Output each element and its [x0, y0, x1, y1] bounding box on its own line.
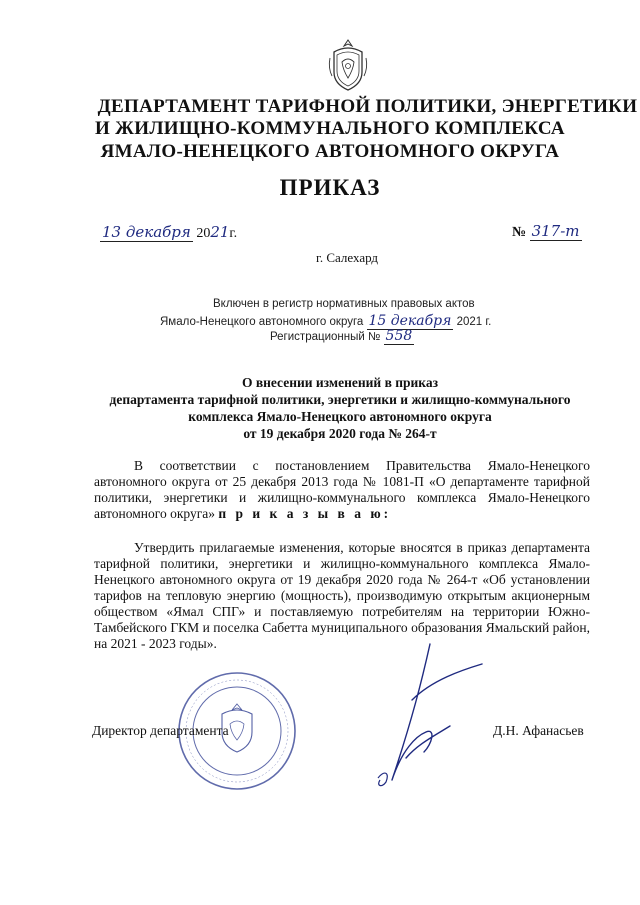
- registry-line3: [270, 328, 640, 345]
- order-number: [512, 222, 582, 241]
- registry-line1: Включен в регистр нормативных правовых актов: [213, 298, 475, 310]
- signatory-position: Директор департамента: [92, 723, 229, 738]
- department-name-line3: ЯМАЛО-НЕНЕЦКОГО АВТОНОМНОГО ОКРУГА: [100, 141, 560, 162]
- subject-line4: от 19 декабря 2020 года № 264-т: [243, 426, 437, 441]
- order-date: [100, 223, 237, 242]
- registry-number-label: Регистрационный №: [270, 331, 381, 343]
- year-handwritten: 21: [210, 223, 230, 241]
- number-handwritten: 317-т: [531, 222, 580, 240]
- handwritten-signature: [372, 640, 492, 790]
- department-name-line1: ДЕПАРТАМЕНТ ТАРИФНОЙ ПОЛИТИКИ, ЭНЕРГЕТИКИ: [97, 96, 638, 117]
- date-handwritten: 13 декабря: [102, 223, 191, 241]
- preamble-text: В соответствии с постановлением Правительства Ямало-Ненецкого автономного округа от 25 декабря 2013 года № 1081-П «О департаменте тарифной политики, энергетики и жилищно-коммунального комплекса Ямало-Ненецкого автономного округа»: [94, 458, 590, 521]
- city: г. Салехард: [316, 250, 379, 265]
- year-prefix: 20: [196, 226, 211, 241]
- subject-line2: департамента тарифной политики, энергетики и жилищно-коммунального: [109, 392, 571, 407]
- preamble-paragraph: [94, 458, 590, 522]
- number-label: №: [512, 225, 527, 240]
- registry-region: Ямало-Ненецкого автономного округа: [160, 316, 364, 328]
- registry-year: 2021 г.: [456, 316, 492, 328]
- order-subject: [60, 374, 620, 442]
- year-suffix: г.: [229, 226, 238, 241]
- resolution-text: Утвердить прилагаемые изменения, которые вносятся в приказ департамента тарифной политики, энергетики и жилищно-коммунального комплекса Ямало-Ненецкого автономного округа от 19 декабря 2020 года № 264-т «Об установлении тарифов на тепловую энергию (мощность), производимую открытым акционерным обществом «Ямал СПГ» и поставляемую потребителям на территории Южно-Тамбейского ГКМ и поселка Сабетта муниципального образования Ямальский район, на 2021 - 2023 годы».: [94, 540, 590, 651]
- department-name-line2: И ЖИЛИЩНО-КОММУНАЛЬНОГО КОМПЛЕКСА: [95, 118, 565, 139]
- resolution-paragraph: [94, 540, 590, 652]
- registry-date-handwritten: 15 декабря: [368, 313, 452, 329]
- subject-line3: комплекса Ямало-Ненецкого автономного округа: [188, 409, 492, 424]
- subject-line1: О внесении изменений в приказ: [241, 375, 439, 390]
- signatory-name: Д.Н. Афанасьев: [493, 723, 584, 738]
- command-word: п р и к а з ы в а ю:: [218, 506, 392, 521]
- document-type-title: ПРИКАЗ: [279, 175, 381, 200]
- coat-of-arms-icon: [326, 38, 370, 92]
- registry-number-handwritten: 558: [385, 328, 413, 344]
